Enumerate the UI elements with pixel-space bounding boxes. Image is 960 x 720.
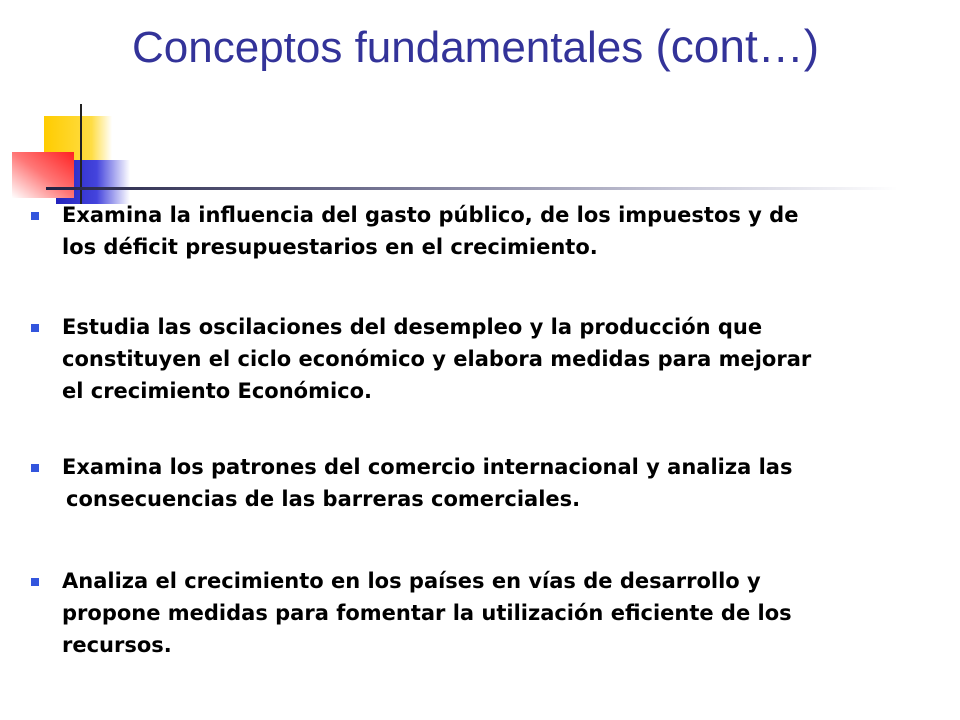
bullet-line: Estudia las oscilaciones del desempleo y la producción que (62, 315, 763, 339)
bullet-item (62, 311, 912, 407)
bullet-line: propone medidas para fomentar la utilización eficiente de los (62, 601, 792, 625)
slide-title-suffix: (cont…) (655, 20, 820, 72)
bullet-line: Analiza el crecimiento en los países en vías de desarrollo y (62, 569, 761, 593)
bullet-square-icon (31, 578, 39, 586)
bullet-item (62, 451, 912, 515)
logo-red-square (12, 152, 74, 198)
bullet-line: los déficit presupuestarios en el crecimiento. (62, 235, 598, 259)
bullet-item (62, 199, 912, 263)
title-divider (46, 187, 898, 190)
bullet-line: Examina la influencia del gasto público, de los impuestos y de (62, 203, 799, 227)
bullet-square-icon (31, 212, 39, 220)
slide-title-main: Conceptos fundamentales (132, 23, 644, 72)
bullet-line: el crecimiento Económico. (62, 379, 373, 403)
bullet-line: constituyen el ciclo económico y elabora medidas para mejorar (62, 347, 812, 371)
bullet-item (62, 565, 912, 661)
bullet-line: consecuencias de las barreras comerciales. (66, 487, 581, 511)
slide-title (132, 18, 819, 76)
bullet-line: Examina los patrones del comercio internacional y analiza las (62, 455, 793, 479)
bullet-square-icon (31, 324, 39, 332)
bullet-square-icon (31, 464, 39, 472)
bullet-line: recursos. (62, 633, 172, 657)
